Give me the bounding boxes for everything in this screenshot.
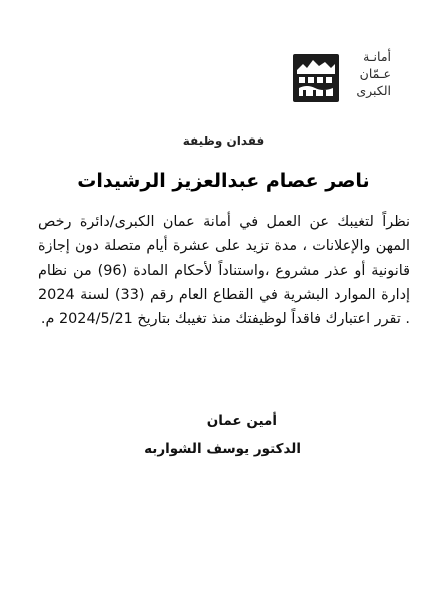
- logo-wordmark: [343, 48, 391, 99]
- amman-municipality-logo: [291, 44, 391, 108]
- employee-name: ناصر عصام عبدالعزيز الرشيدات: [77, 170, 370, 192]
- logo-line-2: عـمّان: [359, 66, 391, 81]
- logo-line-3: الكبرى: [356, 83, 391, 98]
- amman-emblem-icon: [291, 50, 341, 104]
- notice-body: نظراً لتغيبك عن العمل في أمانة عمان الكبرى/دائرة رخص المهن والإعلانات ، مدة تزيد على عشرة أيام متصلة دون إجازة قانونية أو عذر مشروع ،واستناداً لأحكام المادة (96) من نظام إدارة الموارد البشرية في القطاع العام رقم (33) لسنة 2024 . تقرر اعتبارك فاقداً لوظيفتك منذ تغيبك بتاريخ 2024/5/21 م.: [38, 214, 411, 328]
- signer-title: أمين عمان: [206, 413, 277, 429]
- signer-name: الدكتور يوسف الشواربه: [144, 441, 301, 457]
- logo-line-1: أمانـة: [363, 49, 391, 64]
- notice-heading: فقدان وظيفة: [182, 134, 265, 148]
